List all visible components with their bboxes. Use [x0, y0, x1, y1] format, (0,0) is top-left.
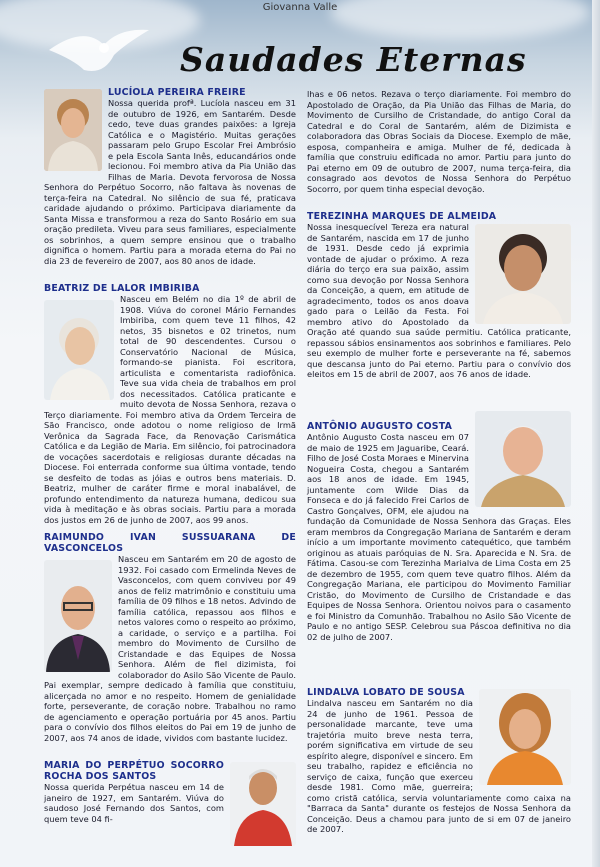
obituary-maria [44, 760, 296, 848]
obituary-text: Nasceu em Santarém em 20 de agosto de 1932. Foi casado com Ermelinda Neves de Vasconcelos, com quem conviveu por 49 anos de feliz matrimônio e constituiu uma família de 09 filhos e 18 netos. Advindo de família católica, repassou aos filhos e netos valores como o respeito ao próximo, a caridade, o serviço e a partilha. Foi membro do Movimento de Cursilho de Cristandade e das Equipes de Nossa Senhora. Além de fiel dizimista, foi colaborador do Asilo São Vicente de Paulo. Pai exemplar, sempre dedicado à família que constituiu, alicerçada no amor e no respeito. Homem de genialidade forte, perseverante, de coração nobre. Trabalhou no ramo de agenciamento e operação portuária por 45 anos. Partiu para o convívio dos filhos eleitos do Pai em 19 de junho de 2007, aos 74 anos de idade, vividos com bastante lucidez. [44, 554, 296, 743]
page-title: Saudades Eternas [180, 40, 527, 79]
portrait-raimundo [44, 560, 112, 672]
obituary-name: LINDALVA LOBATO DE SOUSA [307, 687, 465, 698]
portrait-terezinha [475, 224, 571, 324]
obituary-terezinha [307, 211, 571, 380]
obituary-name: TEREZINHA MARQUES DE ALMEIDA [307, 211, 497, 222]
obituary-luciola [44, 87, 296, 266]
obituary-beatriz [44, 283, 296, 525]
obituary-name: ANTÔNIO AUGUSTO COSTA [307, 421, 453, 432]
portrait-lindalva [479, 689, 571, 785]
dove-icon [44, 20, 154, 80]
obituary-text: Nossa querida Perpétua nasceu em 14 de janeiro de 1927, em Santarém. Viúva do saudoso José Fernando dos Santos, com quem teve 04 fi- [44, 782, 224, 824]
obituary-name: MARIA DO PERPÉTUO SOCORRO ROCHA DOS SANTOS [44, 760, 224, 782]
obituary-lindalva [307, 687, 571, 835]
obituary-name: LUCÍOLA PEREIRA FREIRE [108, 87, 246, 98]
obituary-text: Lindalva nasceu em Santarém no dia 24 de junho de 1961. Pessoa de personalidade marcante, teve uma trajetória muito breve nesta terra, porém significativa em virtude de seu espírito alegre, disponível e sincero. Em seu trabalho, rapidez e eficiência no serviço de caixa, função que exerceu desde 1981. Como mãe, guerreira; como cristã católica, servia voluntariamente como caixa na "Barraca da Santa" durante os festejos de Nossa Senhora da Conceição. Deus a chamou para junto de si em 07 de janeiro de 2007. [307, 698, 571, 834]
obituary-text: Antônio Augusto Costa nasceu em 07 de maio de 1925 em Jaguaribe, Ceará. Filho de José Costa Moraes e Minervina Nogueira Costa, chegou a Santarém aos 18 anos de idade. Em 1945, juntamente com Wilde Dias da Fonseca e do já falecido Frei Carlos de Castro Gonçalves, OFM, ele ajudou na fundação da Comunidade de Nossa Senhora das Graças. Eles eram membros da Congregação Mariana de Santarém e deram início a um importante movimento catequético, que também originou as atuais paróquias de N. Sra. Aparecida e N. Sra. de Fátima. Casou-se com Terezinha Marialva de Lima Costa em 25 de dezembro de 1955, com quem teve quatro filhos. Além da Congregação Mariana, ele participou do Movimento Familiar Cristão, do Movimento de Cursilho de Cristandade e das Equipes de Nossa Senhora. Orientou noivos para o casamento e foi Ministro da Comunhão. Trabalhou no Asilo São Vicente de Paulo e no antigo SESP. Celebrou sua Páscoa definitiva no dia 02 de julho de 2007. [307, 432, 571, 642]
portrait-maria [230, 762, 296, 846]
obituary-maria-continued [307, 89, 571, 194]
obituary-text: Nossa inesquecível Tereza era natural de Santarém, nascida em 17 de junho de 1931. Desde cedo já exprimia vontade de ajudar o próximo. A reza diária do terço era sua paixão, assim como sua devoção por Nossa Senhora da Conceição, a quem, em atitude de agradecimento, todos os anos doava gado para o Leilão da Festa. Foi membro ativo do Apostolado da Oração até quando sua saúde permitiu. Católica praticante, repassou sábios ensinamentos aos sobrinhos e familiares. Pelo seu exemplo de mulher forte e perseverante na fé, sabemos que descansa junto do Pai eterno. Partiu para o convívio dos eleitos em 15 de abril de 2007, aos 76 anos de idade. [307, 222, 571, 379]
obituary-raimundo [44, 532, 296, 743]
obituary-name: BEATRIZ DE LALOR IMBIRIBA [44, 283, 200, 294]
obituary-text: lhas e 06 netos. Rezava o terço diariamente. Foi membro do Apostolado de Oração, da Pia União das Filhas de Maria, do Movimento de Cursilho de Cristandade, do antigo Coral da Catedral e do Coral de Santarém, além de Dizimista e colaboradora das Obras Sociais da Diocese. Exemplo de mãe, esposa, companheira e amiga. Mulher de fé, dedicada à família que construiu edificada no amor. Partiu para junto do Pai eterno em 09 de outubro de 2007, numa terça-feira, dia consagrado aos devotos de Nossa Senhora do Perpétuo Socorro, por quem tinha especial devoção. [307, 89, 571, 194]
author-name: Giovanna Valle [262, 2, 338, 13]
obituary-text: Nossa querida profª. Lucíola nasceu em 31 de outubro de 1926, em Santarém. Desde cedo, teve duas grandes paixões: a Igreja Católica e o Magistério. Muitas gerações passaram pelo Grupo Escolar Frei Ambrósio e pela Escola Santa Inês, educandários onde lecionou. Foi membro ativa da Pia União das Filhas de Maria. Devota fervorosa de Nossa Senhora do Perpétuo Socorro, não faltava às novenas de terça-feira na Catedral. No silêncio de sua fé, praticava caridade ajudando o próximo. Participava diariamente da Santa Missa e transformou a reza do Santo Rosário em sua oração predileta. Viveu para seus familiares, especialmente os sobrinhos, a quem sempre ensinou que o trabalho dignifica o homem. Partiu para a morada eterna do Pai no dia 23 de fevereiro de 2007, aos 80 anos de idade. [44, 98, 296, 266]
portrait-luciola [44, 89, 102, 171]
obituary-name: RAIMUNDO IVAN SUSSUARANA DE VASCONCELOS [44, 532, 296, 554]
obituary-antonio [307, 421, 571, 642]
portrait-beatriz [44, 300, 114, 400]
obituary-text: Nasceu em Belém no dia 1º de abril de 1908. Viúva do coronel Mário Fernandes Imbiriba, com quem teve 11 filhos, 42 netos, 35 bisnetos e 02 trinetos, num total de 90 descendentes. Cursou o Conservatório Nacional de Música, formando-se pianista. Foi escritora, articulista e comentarista radiofônica. Teve sua vida cheia de trabalhos em prol dos necessitados. Católica praticante e muito devota de Nossa Senhora, rezava o Terço diariamente. Foi membro ativa da Ordem Terceira de São Francisco, onde adotou o nome religioso de Irmã Verônica da Sagrada Face, da Renovação Carismática Católica e da Legião de Maria. Em silêncio, foi patrocinadora de vocações sacerdotais e religiosas durante décadas na Diocese. Foi enterrada conforme sua última vontade, tendo se desfeito de todas as jóias e outros bens materiais. D. Beatriz, mulher de caráter firme e moral inabalável, de profundo entendimento da natureza humana, dedicou sua vida à meditação e às obras sociais. Partiu para a morada dos justos em 26 de junho de 2007, aos 99 anos. [44, 294, 296, 525]
page-edge [592, 0, 600, 867]
portrait-antonio [475, 411, 571, 507]
